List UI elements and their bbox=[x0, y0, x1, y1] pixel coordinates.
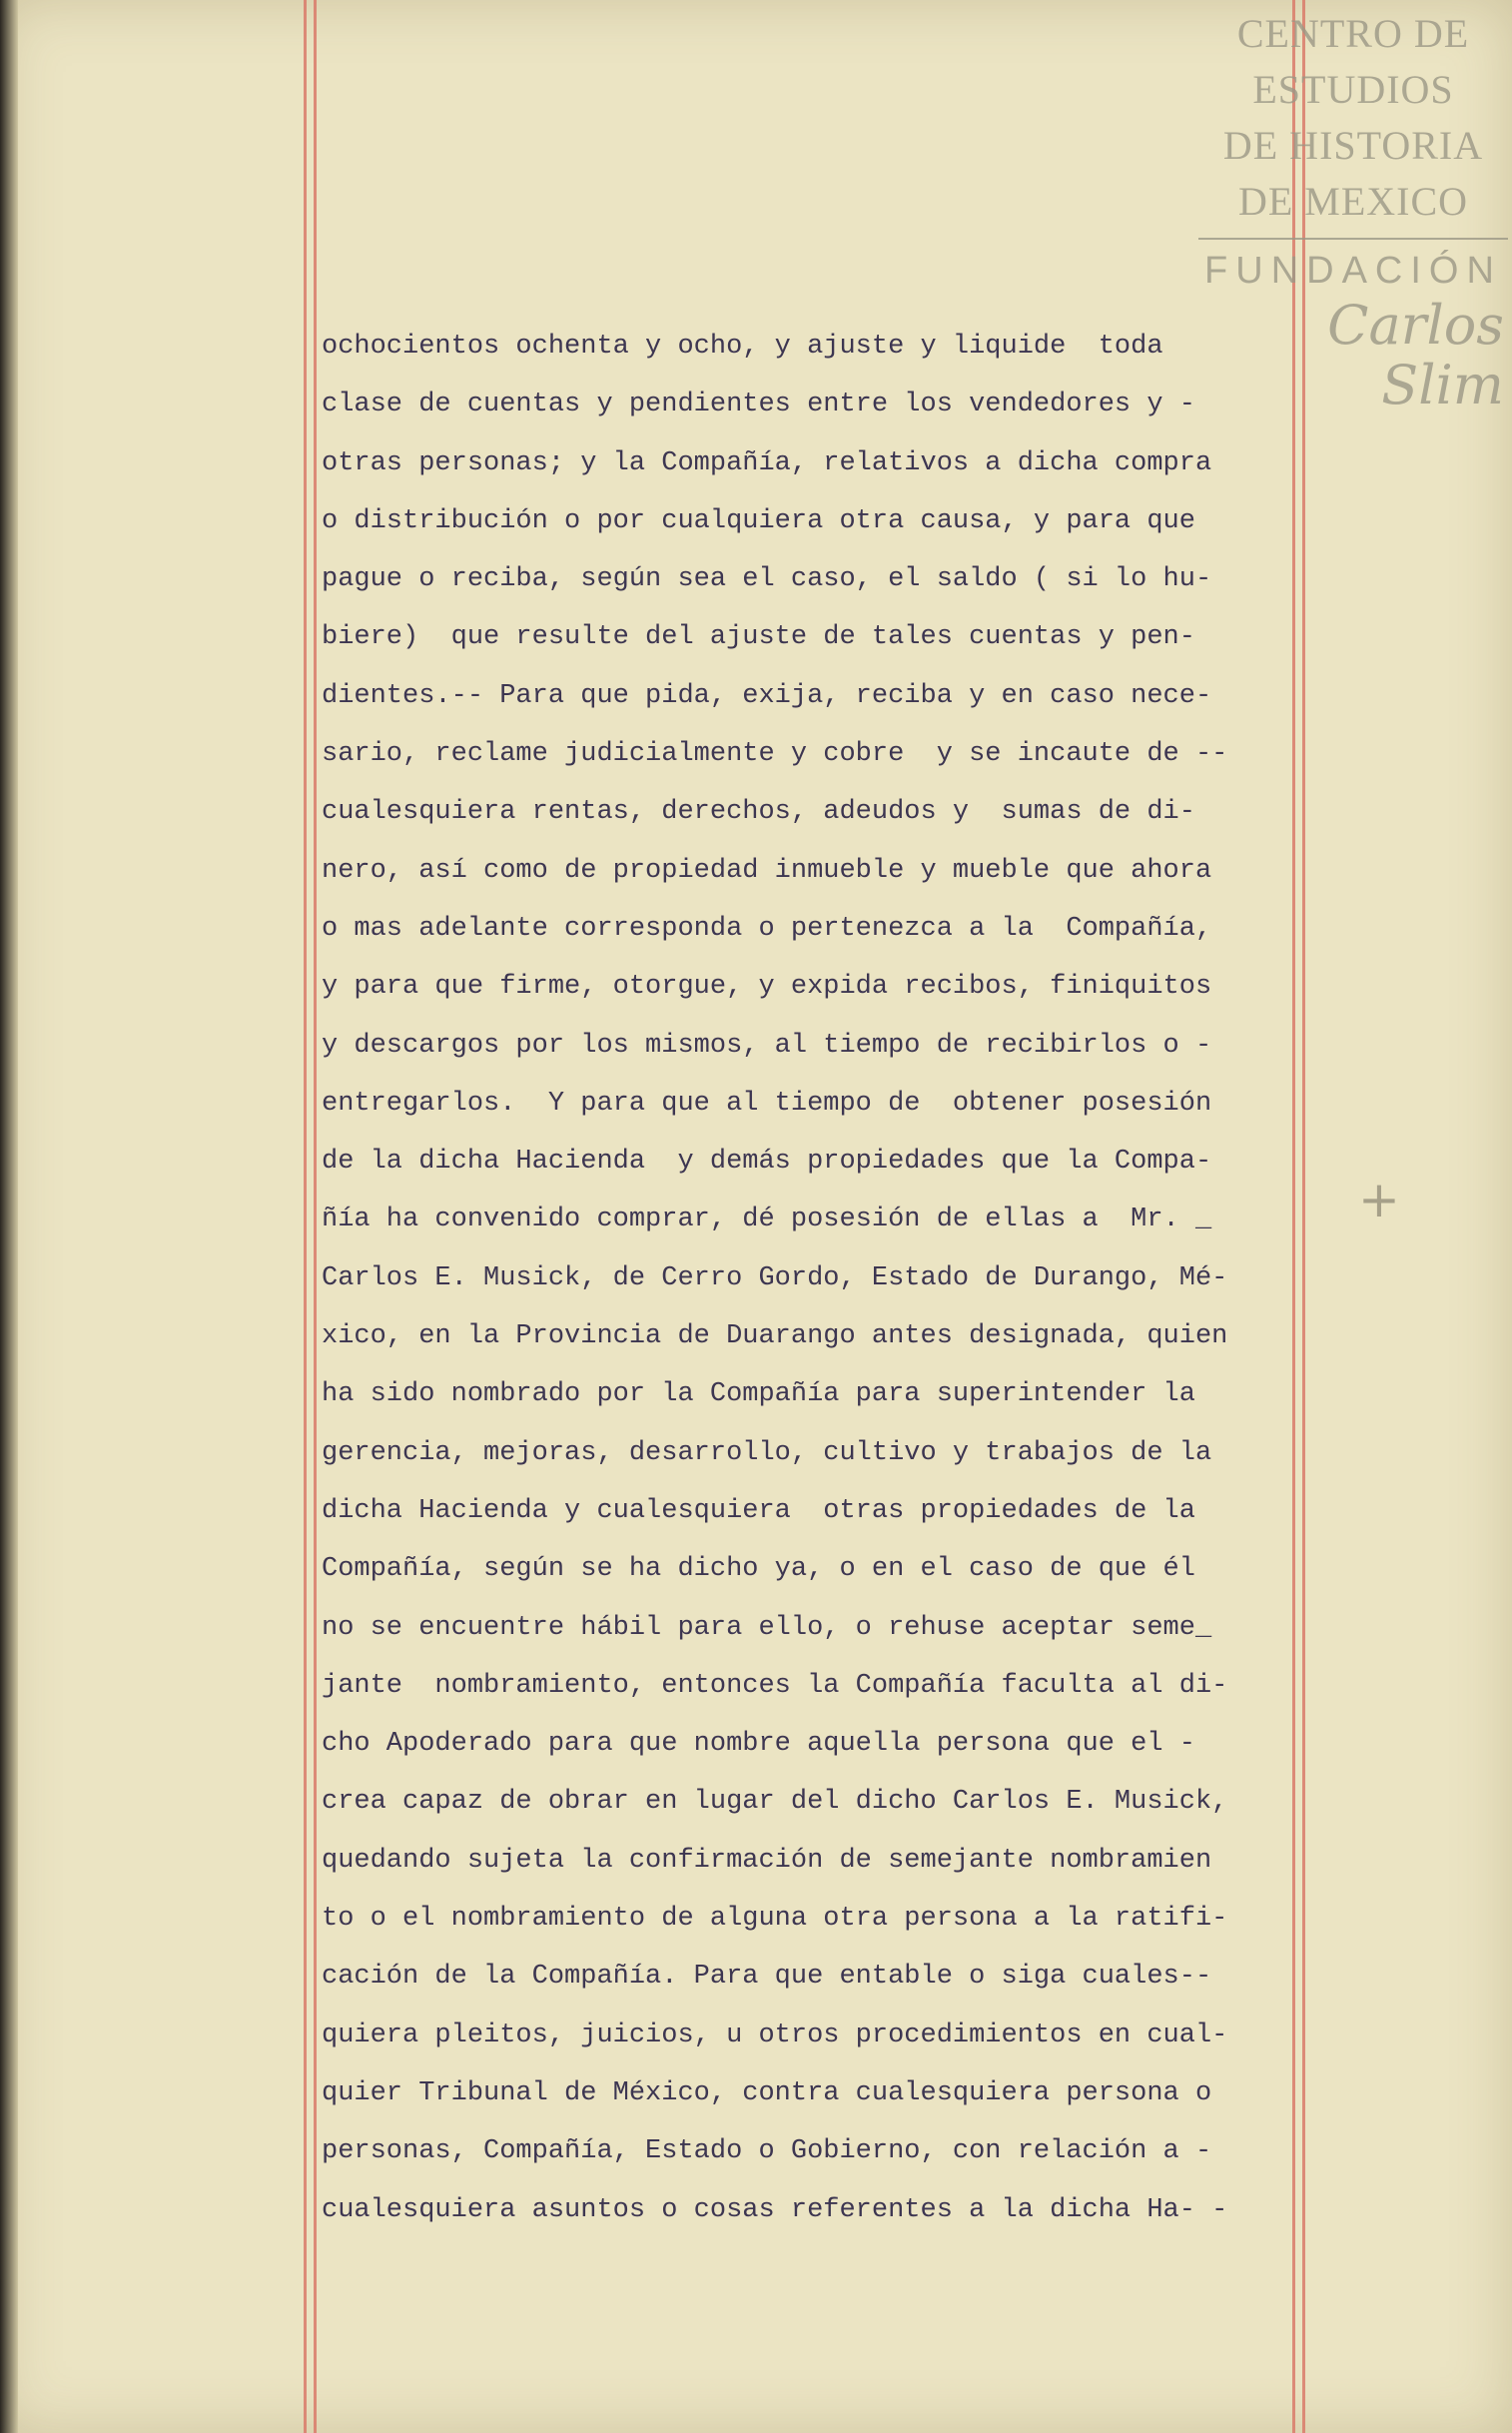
text-line: clase de cuentas y pendientes entre los vendedores y - bbox=[322, 390, 1195, 420]
text-line: biere) que resulte del ajuste de tales cuentas y pen- bbox=[322, 622, 1195, 653]
left-margin-rule-inner bbox=[314, 0, 317, 2433]
text-line: cualesquiera rentas, derechos, adeudos y sumas de di- bbox=[322, 797, 1195, 828]
text-line: no se encuentre hábil para ello, o rehuse aceptar seme_ bbox=[322, 1612, 1212, 1643]
text-line: ha sido nombrado por la Compañía para superintender la bbox=[322, 1379, 1195, 1410]
text-line: y descargos por los mismos, al tiempo de recibirlos o - bbox=[322, 1030, 1212, 1061]
page-left-edge bbox=[0, 0, 18, 2433]
text-line: Carlos E. Musick, de Cerro Gordo, Estado de Durango, Mé- bbox=[322, 1262, 1228, 1293]
text-line: gerencia, mejoras, desarrollo, cultivo y trabajos de la bbox=[322, 1437, 1212, 1468]
text-line: Compañía, según se ha dicho ya, o en el caso de que él bbox=[322, 1554, 1195, 1585]
text-line: quedando sujeta la confirmación de semejante nombramien bbox=[322, 1845, 1212, 1876]
left-margin-rule-outer bbox=[304, 0, 307, 2433]
watermark-line: ESTUDIOS bbox=[1252, 67, 1454, 112]
text-line: cación de la Compañía. Para que entable o siga cuales-- bbox=[322, 1962, 1212, 1993]
text-line: entregarlos. Y para que al tiempo de obtener posesión bbox=[322, 1088, 1212, 1119]
text-line: nero, así como de propiedad inmueble y mueble que ahora bbox=[322, 855, 1212, 886]
text-line: de la dicha Hacienda y demás propiedades que la Compa- bbox=[322, 1147, 1212, 1178]
text-line: o distribución o por cualquiera otra causa, y para que bbox=[322, 505, 1195, 536]
text-line: pague o reciba, según sea el caso, el saldo ( si lo hu- bbox=[322, 564, 1212, 595]
text-line: jante nombramiento, entonces la Compañía faculta al di- bbox=[322, 1670, 1228, 1701]
text-line: otras personas; y la Compañía, relativos a dicha compra bbox=[322, 447, 1212, 478]
watermark-line: CENTRO DE bbox=[1236, 11, 1470, 56]
text-line: xico, en la Provincia de Duarango antes designada, quien bbox=[322, 1321, 1228, 1352]
watermark-signature: Carlos Slim bbox=[1327, 294, 1504, 416]
text-line: ñía ha convenido comprar, dé posesión de ellas a Mr. _ bbox=[322, 1205, 1212, 1235]
text-line: y para que firme, otorgue, y expida recibos, finiquitos bbox=[322, 972, 1212, 1003]
watermark-line: DE HISTORIA bbox=[1222, 123, 1484, 168]
text-line: dientes.-- Para que pida, exija, reciba y en caso nece- bbox=[322, 680, 1212, 711]
text-line: sario, reclame judicialmente y cobre y se incaute de -- bbox=[322, 739, 1228, 770]
text-line: personas, Compañía, Estado o Gobierno, con relación a - bbox=[322, 2136, 1212, 2167]
text-line: o mas adelante corresponda o pertenezca a la Compañía, bbox=[322, 913, 1212, 944]
text-line: quiera pleitos, juicios, u otros procedimientos en cual- bbox=[322, 2020, 1228, 2050]
text-line: ochocientos ochenta y ocho, y ajuste y liquide toda bbox=[322, 332, 1163, 362]
text-line: crea capaz de obrar en lugar del dicho Carlos E. Musick, bbox=[322, 1787, 1228, 1818]
text-line: dicha Hacienda y cualesquiera otras propiedades de la bbox=[322, 1495, 1195, 1526]
watermark-line: DE MEXICO bbox=[1237, 179, 1469, 224]
typewritten-text-block bbox=[322, 318, 1300, 2239]
margin-pencil-mark: + bbox=[1358, 1171, 1400, 1228]
watermark-divider bbox=[1198, 238, 1508, 240]
watermark-fundacion: FUNDACIÓN bbox=[1204, 250, 1502, 292]
text-line: cualesquiera asuntos o cosas referentes a la dicha Ha- - bbox=[322, 2194, 1228, 2225]
text-line: quier Tribunal de México, contra cualesquiera persona o bbox=[322, 2077, 1212, 2108]
text-line: to o el nombramiento de alguna otra persona a la ratifi- bbox=[322, 1904, 1228, 1935]
text-line: cho Apoderado para que nombre aquella persona que el - bbox=[322, 1729, 1195, 1760]
